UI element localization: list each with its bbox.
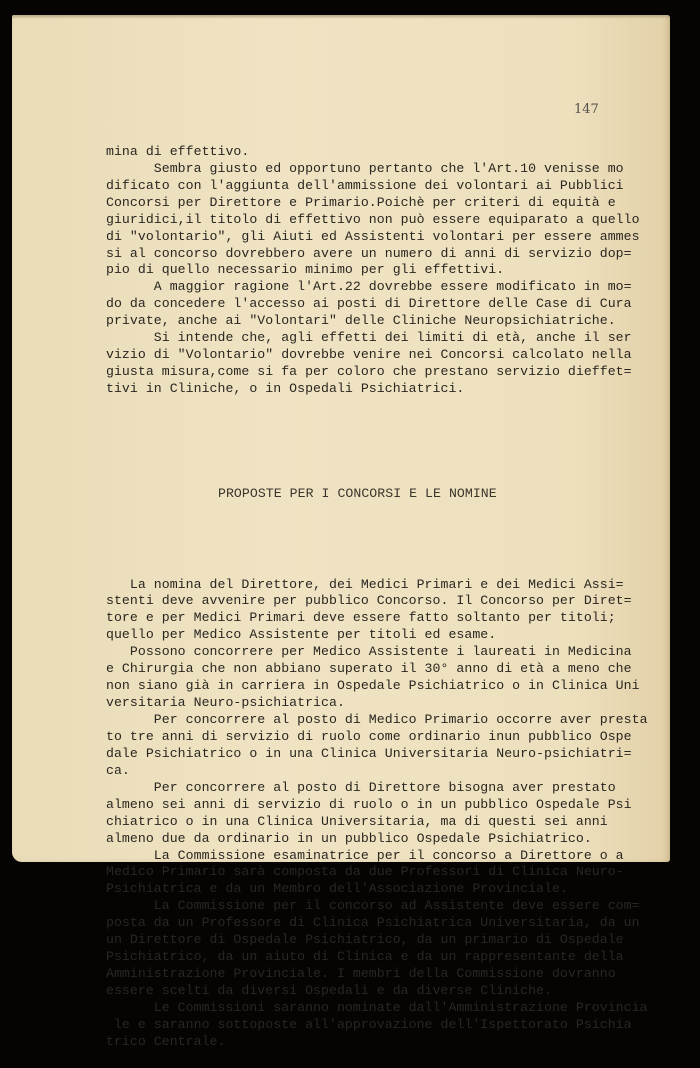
- text-line: giusta misura,come si fa per coloro che prestano servizio dieffet=: [106, 364, 632, 380]
- text-line: Concorsi per Direttore e Primario.Poichè per criteri di equità e: [106, 194, 616, 210]
- spacer: [106, 537, 686, 543]
- section-1: [106, 144, 686, 398]
- text-line: tore e per Medici Primari deve essere fatto soltanto per titoli;: [106, 610, 616, 626]
- text-line: giuridici,il titolo di effettivo non può essere equiparato a quello: [106, 211, 640, 227]
- text-line: Per concorrere al posto di Medico Primario occorre aver presta: [106, 712, 648, 728]
- text-line: Per concorrere al posto di Direttore bisogna aver prestato: [106, 779, 616, 795]
- text-line: mina di effettivo.: [106, 143, 250, 159]
- text-line: ca.: [106, 762, 130, 778]
- text-line: La nomina del Direttore, dei Medici Primari e dei Medici Assi=: [106, 576, 624, 592]
- text-line: trico Centrale.: [106, 1033, 226, 1049]
- spacer: [106, 432, 686, 452]
- text-line: si al concorso dovrebbero avere un numero di anni di servizio dop=: [106, 245, 632, 261]
- text-line: private, anche ai "Volontari" delle Cliniche Neuropsichiatriche.: [106, 313, 616, 329]
- text-line: di "volontario", gli Aiuti ed Assistenti volontari per essere ammes: [106, 228, 640, 244]
- text-line: almeno due da ordinario in un pubblico Ospedale Psichiatrico.: [106, 830, 592, 846]
- text-line: stenti deve avvenire per pubblico Concorso. Il Concorso per Diret=: [106, 593, 632, 609]
- section-2: [106, 577, 686, 1051]
- text-line: versitaria Neuro-psichiatrica.: [106, 695, 345, 711]
- text-line: chiatrico o in una Clinica Universitaria, ma di questi sei anni: [106, 813, 608, 829]
- text-line: e Chirurgia che non abbiano superato il 30° anno di età a meno che: [106, 661, 632, 677]
- text-line: almeno sei anni di servizio di ruolo o in un pubblico Ospedale Psi: [106, 796, 632, 812]
- text-line: non siano già in carriera in Ospedale Psichiatrico o in Clinica Uni: [106, 678, 640, 694]
- text-line: Sembra giusto ed opportuno pertanto che l'Art.10 venisse mo: [106, 160, 624, 176]
- text-line: tivi in Cliniche, o in Ospedali Psichiatrici.: [106, 381, 465, 397]
- text-line: Psichiatrico, da un aiuto di Clinica e da un rappresentante della: [106, 949, 624, 965]
- text-line: dale Psichiatrico o in una Clinica Universitaria Neuro-psichiatri=: [106, 745, 632, 761]
- document-body: [106, 110, 686, 1068]
- text-line: vizio di "Volontario" dovrebbe venire nei Concorsi calcolato nella: [106, 347, 632, 363]
- section-heading-text: PROPOSTE PER I CONCORSI E LE NOMINE: [218, 485, 497, 501]
- page-number: 147: [574, 102, 599, 117]
- text-line: Possono concorrere per Medico Assistente i laureati in Medicina: [106, 644, 632, 660]
- text-line: le e saranno sottoposte all'approvazione dell'Ispettorato Psichia: [106, 1016, 632, 1032]
- text-line: posta da un Professore di Clinica Psichiatrica Universitaria, da un: [106, 915, 640, 931]
- text-line: pio di quello necessario minimo per gli effettivi.: [106, 262, 505, 278]
- text-line: dificato con l'aggiunta dell'ammissione dei volontari ai Pubblici: [106, 177, 624, 193]
- text-line: Psichiatrica e da un Membro dell'Associazione Provinciale.: [106, 881, 568, 897]
- text-line: A maggior ragione l'Art.22 dovrebbe essere modificato in mo=: [106, 279, 632, 295]
- section-heading: [106, 486, 686, 503]
- text-line: Si intende che, agli effetti dei limiti di età, anche il ser: [106, 330, 632, 346]
- text-line: Amministrazione Provinciale. I membri della Commissione dovranno: [106, 966, 616, 982]
- text-line: La Commissione per il concorso ad Assistente deve essere com=: [106, 898, 640, 914]
- text-line: Medico Primario sarà composta da due Professori di Clinica Neuro-: [106, 864, 624, 880]
- text-line: to tre anni di servizio di ruolo come ordinario inun pubblico Ospe: [106, 728, 632, 744]
- text-line: do da concedere l'accesso ai posti di Direttore delle Case di Cura: [106, 296, 632, 312]
- text-line: quello per Medico Assistente per titoli ed esame.: [106, 627, 497, 643]
- text-line: un Direttore di Ospedale Psichiatrico, da un primario di Ospedale: [106, 932, 624, 948]
- text-line: Le Commissioni saranno nominate dall'Amministrazione Provincia: [106, 999, 648, 1015]
- text-line: essere scelti da diversi Ospedali e da diverse Cliniche.: [106, 983, 552, 999]
- text-line: La Commissione esaminatrice per il concorso a Direttore o a: [106, 847, 624, 863]
